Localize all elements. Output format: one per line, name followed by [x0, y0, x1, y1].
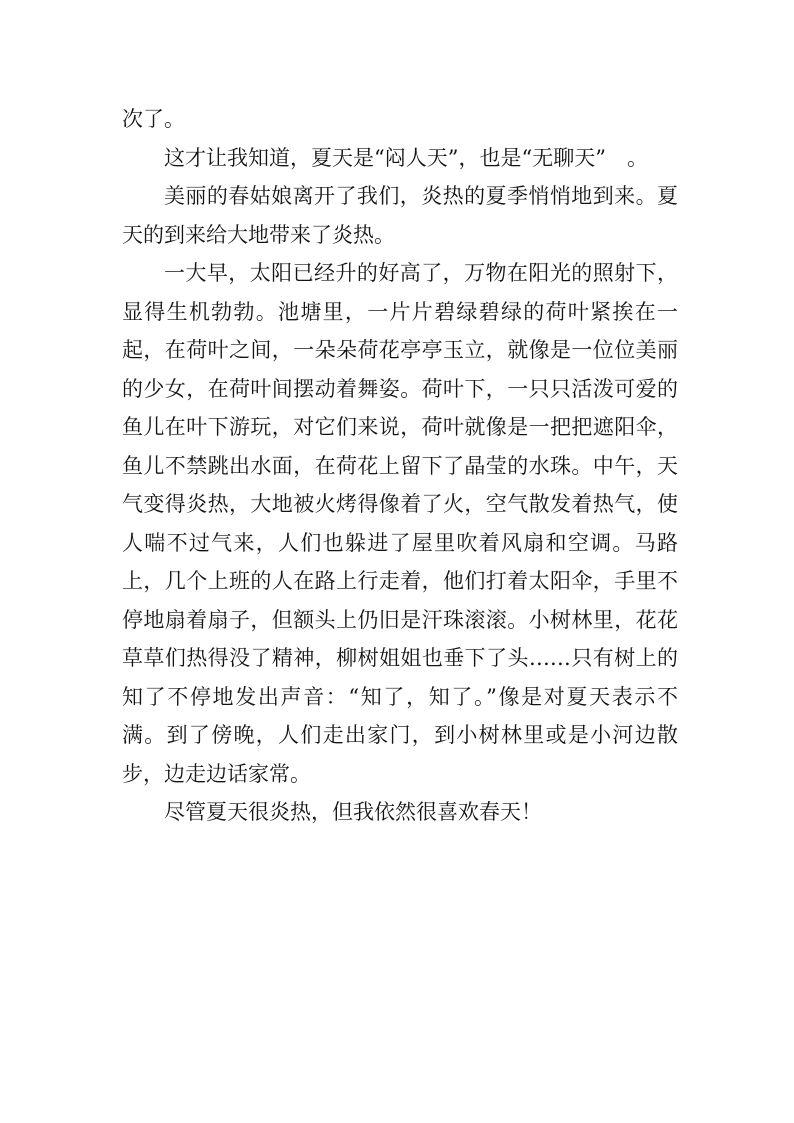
paragraph-summer-day: 一大早，太阳已经升的好高了，万物在阳光的照射下，显得生机勃勃。池塘里，一片片碧绿碧绿的荷叶紧挨在一起，在荷叶之间，一朵朵荷花亭亭玉立，就像是一位位美丽的少女，在荷叶间摆动着舞姿。荷叶下，一只只活泼可爱的鱼儿在叶下游玩，对它们来说，荷叶就像是一把把遮阳伞，鱼儿不禁跳出水面，在荷花上留下了晶莹的水珠。中午，天气变得炎热，大地被火烤得像着了火，空气散发着热气，使人喘不过气来，人们也躲进了屋里吹着风扇和空调。马路上，几个上班的人在路上行走着，他们打着太阳伞，手里不停地扇着扇子，但额头上仍旧是汗珠滚滚。小树林里，花花草草们热得没了精神，柳树姐姐也垂下了头……只有树上的知了不停地发出声音：“知了，知了。”像是对夏天表示不满。到了傍晚，人们走出家门，到小树林里或是小河边散步，边走边话家常。	[122, 261, 678, 786]
paragraph-realization: 这才让我知道，夏天是“闷人天”，也是“无聊天” 。	[164, 145, 648, 170]
paragraph-conclusion: 尽管夏天很炎热，但我依然很喜欢春天！	[164, 800, 542, 824]
essay-body	[122, 100, 678, 832]
paragraph-summer-arrival: 美丽的春姑娘离开了我们，炎热的夏季悄悄地到来。夏天的到来给大地带来了炎热。	[122, 184, 678, 247]
paragraph-continuation: 次了。	[122, 107, 185, 131]
